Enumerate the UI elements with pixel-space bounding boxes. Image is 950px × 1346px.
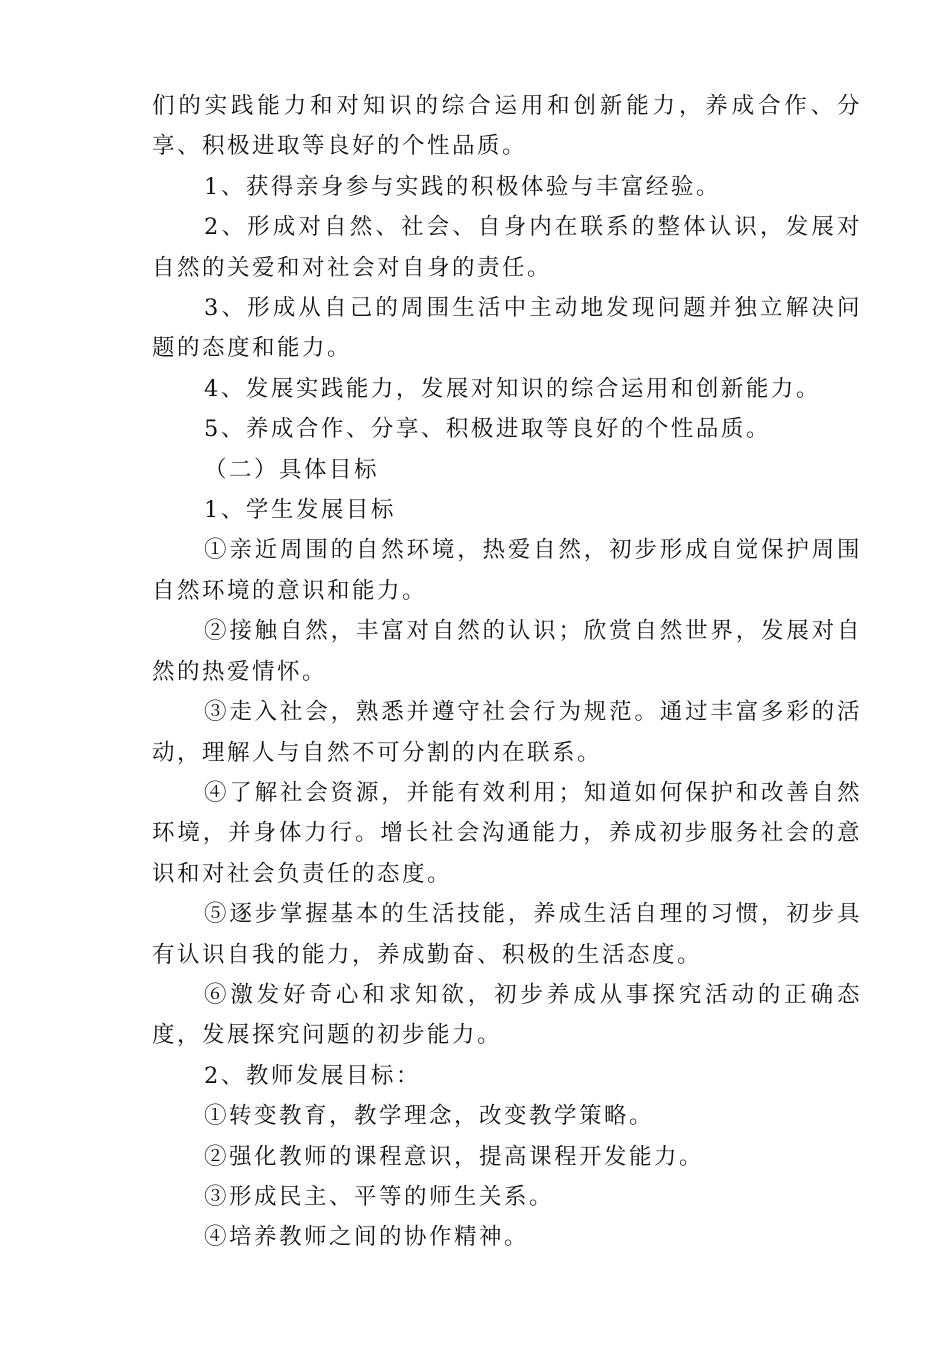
section-heading-specific-goals: （二）具体目标 <box>204 456 380 483</box>
student-goal-2: ②接触自然，丰富对自然的认识；欣赏自然世界，发展对自然的热爱情怀。 <box>152 618 862 685</box>
teacher-goal-3: ③形成民主、平等的师生关系。 <box>204 1183 555 1210</box>
teacher-goal-4: ④培养教师之间的协作精神。 <box>204 1224 530 1251</box>
subheading-student-goals: 1、学生发展目标 <box>204 497 396 524</box>
teacher-goal-2: ②强化教师的课程意识，提高课程开发能力。 <box>204 1143 705 1170</box>
goal-item-1: 1、获得亲身参与实践的积极体验与丰富经验。 <box>204 173 721 200</box>
subheading-teacher-goals: 2、教师发展目标： <box>204 1062 421 1089</box>
student-goal-6: ⑥激发好奇心和求知欲，初步养成从事探究活动的正确态度，发展探究问题的初步能力。 <box>152 981 862 1049</box>
goal-item-4: 4、发展实践能力，发展对知识的综合运用和创新能力。 <box>204 375 821 402</box>
paragraph-continuation: 们的实践能力和对知识的综合运用和创新能力，养成合作、分享、积极进取等良好的个性品质。 <box>152 93 862 160</box>
student-goal-3: ③走入社会，熟悉并遵守社会行为规范。通过丰富多彩的活动，理解人与自然不可分割的内在联系。 <box>152 699 862 766</box>
student-goal-4: ④了解社会资源，并能有效利用；知道如何保护和改善自然环境，并身体力行。增长社会沟通能力，养成初步服务社会的意识和对社会负责任的态度。 <box>152 779 862 887</box>
student-goal-5: ⑤逐步掌握基本的生活技能，养成生活自理的习惯，初步具有认识自我的能力，养成勤奋、积极的生活态度。 <box>152 901 862 968</box>
goal-item-3: 3、形成从自己的周围生活中主动地发现问题并独立解决问题的态度和能力。 <box>152 295 862 362</box>
goal-item-2: 2、形成对自然、社会、自身内在联系的整体认识，发展对自然的关爱和对社会对自身的责任。 <box>152 214 862 281</box>
teacher-goal-1: ①转变教育，教学理念，改变教学策略。 <box>204 1103 655 1130</box>
goal-item-5: 5、养成合作、分享、积极进取等良好的个性品质。 <box>204 416 771 443</box>
document-body <box>152 86 862 1258</box>
student-goal-1: ①亲近周围的自然环境，热爱自然，初步形成自觉保护周围自然环境的意识和能力。 <box>152 537 862 604</box>
